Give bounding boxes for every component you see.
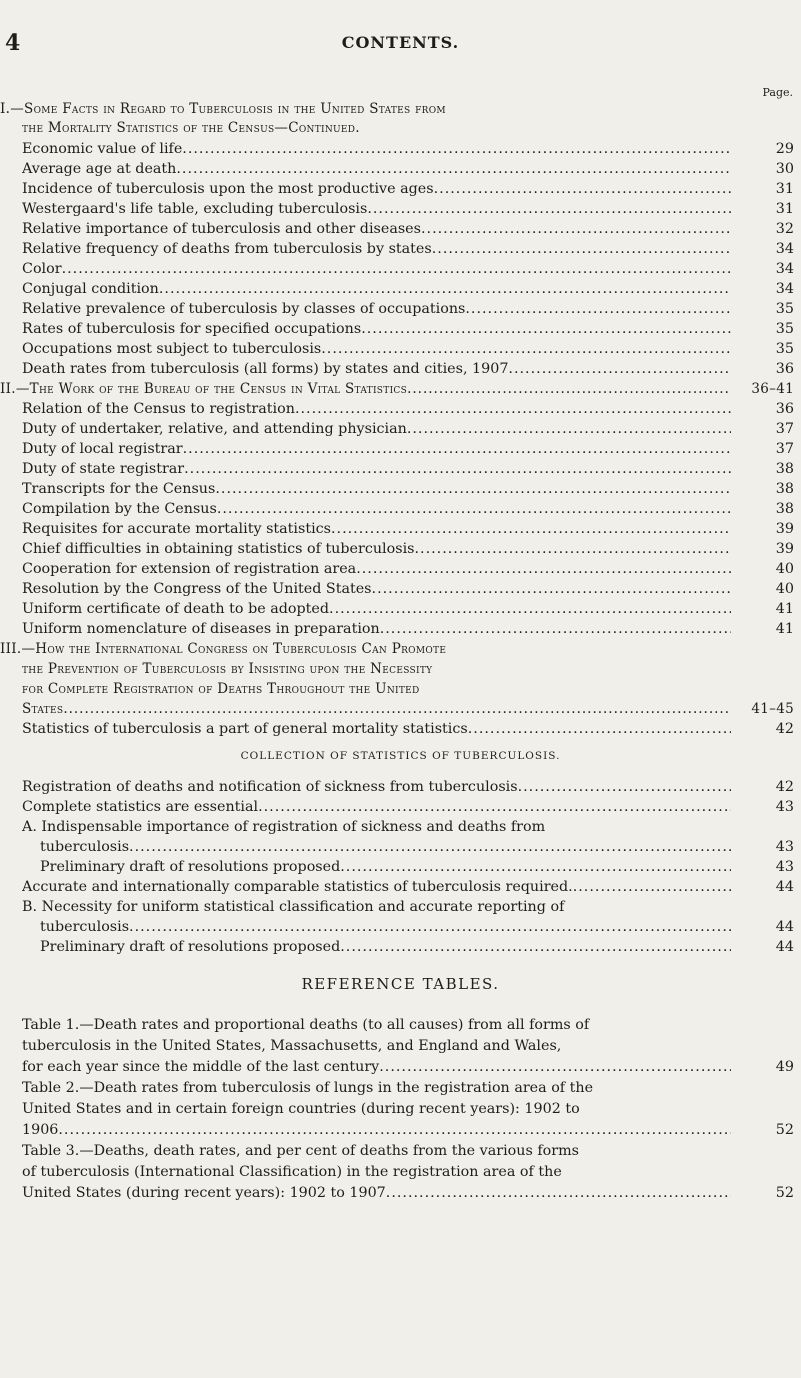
item-b-line-1: B. Necessity for uniform statistical classification and accurate reporting of [22, 899, 565, 915]
toc-entry-label: Relative importance of tuberculosis and other diseases ..... [22, 218, 731, 240]
toc-entry [0, 916, 801, 938]
toc-entry-page: 36 [775, 401, 794, 417]
toc-entry-label: tuberculosis ..... [40, 916, 731, 938]
toc-entry [0, 138, 801, 160]
toc-entry-page: 35 [775, 301, 794, 317]
toc-entry-page: 36 [775, 361, 794, 377]
table-2-line-2: United States and in certain foreign countries (during recent years): 1902 to [22, 1101, 580, 1117]
toc-entry-label: Compilation by the Census ..... [22, 498, 731, 520]
toc-entry [0, 538, 801, 560]
toc-entry [0, 518, 801, 540]
toc-entry-page: 35 [775, 341, 794, 357]
toc-entry [0, 318, 801, 340]
toc-entry [0, 578, 801, 600]
toc-entry-label: Requisites for accurate mortality statistics ..... [22, 518, 731, 540]
toc-entry [0, 218, 801, 240]
toc-entry [0, 258, 801, 280]
section-3-heading-line-3: for Complete Registration of Deaths Throughout the United [22, 681, 420, 697]
page-number: 4 [5, 30, 21, 56]
toc-entry-label: Rates of tuberculosis for specified occupations ..... [22, 318, 731, 340]
toc-entry-label: Relative frequency of deaths from tuberculosis by states ..... [22, 238, 731, 260]
section-2-heading [0, 378, 801, 400]
toc-entry-page: 31 [775, 201, 794, 217]
toc-entry [0, 278, 801, 300]
toc-entry-label: Relation of the Census to registration ..... [22, 398, 731, 420]
toc-entry-label: 1906 ..... [22, 1119, 731, 1141]
toc-entry [0, 438, 801, 460]
toc-entry [0, 338, 801, 360]
reference-tables-heading: REFERENCE TABLES. [301, 975, 500, 993]
toc-entry-label: Conjugal condition ..... [22, 278, 731, 300]
toc-entry [0, 856, 801, 878]
toc-entry-page: 40 [775, 561, 794, 577]
toc-entry-page: 41 [775, 601, 794, 617]
toc-entry-page: 44 [775, 919, 794, 935]
section-3-heading-line-4-label: States ..... [22, 698, 731, 720]
toc-entry-label: Incidence of tuberculosis upon the most productive ages ..... [22, 178, 731, 200]
toc-entry [0, 1119, 801, 1141]
toc-entry-label: Uniform certificate of death to be adopted ..... [22, 598, 731, 620]
collection-subheading: COLLECTION OF STATISTICS OF TUBERCULOSIS. [240, 750, 561, 762]
table-3-line-1: Table 3.—Deaths, death rates, and per cent of deaths from the various forms [22, 1143, 579, 1159]
toc-entry [0, 298, 801, 320]
toc-entry-label: United States (during recent years): 1902 to 1907 ..... [22, 1182, 731, 1204]
toc-entry-label: Preliminary draft of resolutions proposed ..... [40, 856, 731, 878]
toc-entry-page: 44 [775, 879, 794, 895]
toc-entry-label: Preliminary draft of resolutions proposed ..... [40, 936, 731, 958]
toc-entry-label: Statistics of tuberculosis a part of general mortality statistics ..... [22, 718, 731, 740]
toc-entry-page: 40 [775, 581, 794, 597]
table-2-line-1: Table 2.—Death rates from tuberculosis of lungs in the registration area of the [22, 1080, 594, 1096]
toc-entry-page: 44 [775, 939, 794, 955]
toc-entry [0, 1182, 801, 1204]
toc-entry-label: Uniform nomenclature of diseases in preparation ..... [22, 618, 731, 640]
section-1-heading-line-2: the Mortality Statistics of the Census—Continued. [22, 120, 360, 136]
toc-entry-label: Complete statistics are essential ..... [22, 796, 731, 818]
toc-entry-label: Transcripts for the Census ..... [22, 478, 731, 500]
running-head: CONTENTS. [341, 33, 460, 52]
toc-entry-label: tuberculosis ..... [40, 836, 731, 858]
table-3-line-2: of tuberculosis (International Classification) in the registration area of the [22, 1164, 562, 1180]
item-a-line-1: A. Indispensable importance of registration of sickness and deaths from [22, 819, 546, 835]
toc-entry [0, 598, 801, 620]
toc-entry-label: Death rates from tuberculosis (all forms) by states and cities, 1907 ..... [22, 358, 731, 380]
toc-entry-label: Westergaard's life table, excluding tuberculosis ..... [22, 198, 731, 220]
page-column-label: Page. [762, 86, 793, 99]
toc-entry-label: Duty of state registrar ..... [22, 458, 731, 480]
toc-entry [0, 618, 801, 640]
toc-entry-page: 35 [775, 321, 794, 337]
toc-entry-page: 43 [775, 859, 794, 875]
toc-entry-label: for each year since the middle of the last century ..... [22, 1056, 731, 1078]
toc-entry [0, 398, 801, 420]
toc-entry-page: 39 [775, 521, 794, 537]
toc-entry-page: 31 [775, 181, 794, 197]
toc-entry-page: 37 [775, 421, 794, 437]
toc-entry-label: Cooperation for extension of registration area ..... [22, 558, 731, 580]
toc-entry-label: Occupations most subject to tuberculosis ..... [22, 338, 731, 360]
section-1-heading-line-1: I.—Some Facts in Regard to Tuberculosis in the United States from [0, 101, 446, 117]
toc-entry [0, 418, 801, 440]
toc-entry-label: Relative prevalence of tuberculosis by classes of occupations ..... [22, 298, 731, 320]
toc-entry-page: 39 [775, 541, 794, 557]
toc-entry-label: Color ..... [22, 258, 731, 280]
toc-entry [0, 876, 801, 898]
toc-entry-page: 29 [775, 141, 794, 157]
toc-entry [0, 776, 801, 798]
section-3-heading-line-4 [0, 698, 801, 720]
section-2-page: 36–41 [751, 381, 794, 397]
table-1-line-2: tuberculosis in the United States, Massachusetts, and England and Wales, [22, 1038, 562, 1054]
section-3-heading-line-1: III.—How the International Congress on Tuberculosis Can Promote [0, 641, 447, 657]
toc-entry [0, 478, 801, 500]
toc-entry-page: 34 [775, 281, 794, 297]
toc-entry-page: 34 [775, 241, 794, 257]
section-2-heading-label: II.—The Work of the Bureau of the Census in Vital Statistics ..... [0, 378, 731, 400]
toc-entry-label: Duty of local registrar ..... [22, 438, 731, 460]
toc-entry-label: Chief difficulties in obtaining statistics of tuberculosis ..... [22, 538, 731, 560]
toc-entry-page: 32 [775, 221, 794, 237]
section-3-page: 41–45 [751, 701, 794, 717]
toc-entry-label: Registration of deaths and notification of sickness from tuberculosis ..... [22, 776, 731, 798]
toc-entry-page: 43 [775, 839, 794, 855]
toc-entry [0, 718, 801, 740]
toc-entry [0, 836, 801, 858]
toc-entry-page: 42 [775, 721, 794, 737]
toc-entry [0, 558, 801, 580]
toc-entry [0, 358, 801, 380]
toc-entry-label: Average age at death ..... [22, 158, 731, 180]
toc-entry-page: 52 [775, 1185, 794, 1201]
toc-entry [0, 498, 801, 520]
toc-entry-page: 38 [775, 461, 794, 477]
toc-entry-page: 49 [775, 1059, 794, 1075]
toc-entry-page: 42 [775, 779, 794, 795]
toc-entry-page: 38 [775, 481, 794, 497]
toc-entry-page: 52 [775, 1122, 794, 1138]
section-3-heading-line-2: the Prevention of Tuberculosis by Insisting upon the Necessity [22, 661, 433, 677]
toc-entry [0, 458, 801, 480]
toc-entry [0, 178, 801, 200]
toc-entry [0, 796, 801, 818]
toc-entry-label: Economic value of life ..... [22, 138, 731, 160]
toc-entry-page: 30 [775, 161, 794, 177]
toc-entry-label: Resolution by the Congress of the United States ..... [22, 578, 731, 600]
toc-entry-label: Duty of undertaker, relative, and attending physician ..... [22, 418, 731, 440]
toc-entry [0, 158, 801, 180]
toc-entry-page: 34 [775, 261, 794, 277]
toc-entry [0, 198, 801, 220]
toc-entry [0, 936, 801, 958]
toc-entry [0, 238, 801, 260]
toc-entry-page: 37 [775, 441, 794, 457]
toc-entry-label: Accurate and internationally comparable statistics of tuberculosis required. ..... [22, 876, 731, 898]
toc-entry-page: 38 [775, 501, 794, 517]
toc-entry-page: 43 [775, 799, 794, 815]
table-1-line-1: Table 1.—Death rates and proportional deaths (to all causes) from all forms of [22, 1017, 590, 1033]
toc-entry-page: 41 [775, 621, 794, 637]
toc-entry [0, 1056, 801, 1078]
